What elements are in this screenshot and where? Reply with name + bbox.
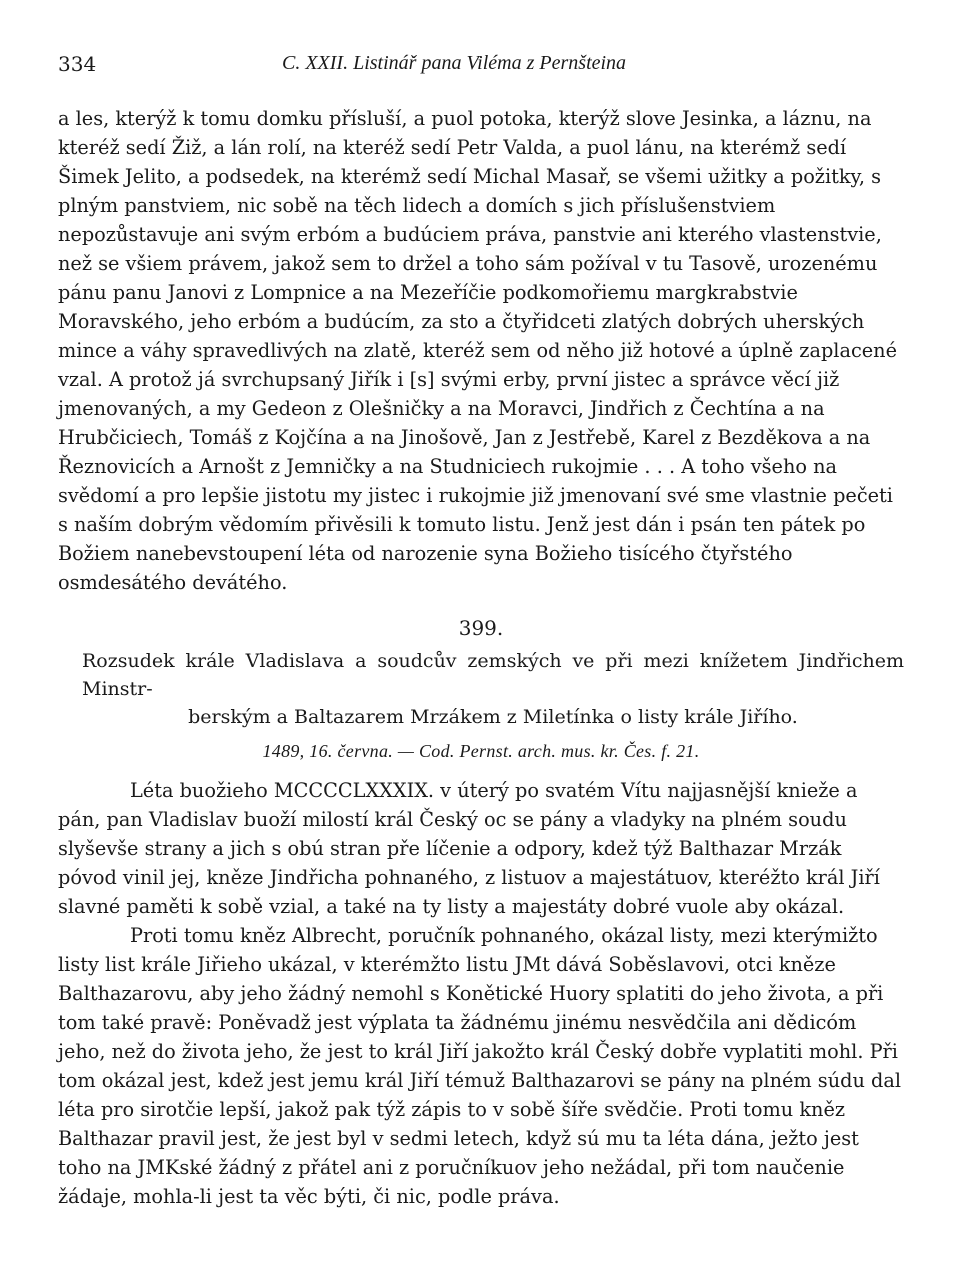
document-title-line-1: Rozsudek krále Vladislava a soudcův zemských ve při mezi knížetem Jindřichem Minstr- [82,650,904,700]
continued-paragraph: a les, kterýž k tomu domku přísluší, a puol potoka, kterýž slove Jesinka, a láznu, na kteréž sedí Žiž, a lán rolí, na kteréž sedí Petr Valda, a puol lánu, na kterémž sedí Šimek Jelito, a podsedek, na kterémž sedí Michal Masař, se všemi užitky a požitky, s plným panstviem, nic sobě na těch lidech a domích s jich příslušenstviem nepozůstavuje ani svým erbóm a budúciem práva, panstvie ani kterého vlastenstvie, než se všiem právem, jakož sem to držel a toho sám požíval v tu Tasově, urozenému pánu panu Janovi z Lompnice a na Mezeříčie podkomořiemu margkrabstvie Moravského, jeho erbóm a budúcím, za sto a čtyřidceti zlatých dobrých uherských mince a váhy spravedlivých na zlatě, kteréž sem od něho již hotové a úplně zaplacené vzal. A protož já svrchupsaný Jiřík i [s] svými erby, první jistec a správce věcí již jmenovaných, a my Gedeon z Olešničky a na Moravci, Jindřich z Čechtína a na Hrubčiciech, Tomáš z Kojčína a na Jinošově, Jan z Jestřebě, Karel z Bezděkova a na Řeznovicích a Arnošt z Jemničky a na Studniciech rukojmie . . . A toho všeho na svědomí a pro lepšie jistotu my jistec i rukojmie již jmenovaní své sme vlastnie pečeti s naším dobrým vědomím přivěsili k tomuto listu. Jenž jest dán i psán ten pátek po Božiem nanebevstoupení léta od narozenie syna Božieho tisícého čtyřstého osmdesátého devátého. [58,107,897,594]
document-paragraph-2: Proti tomu kněz Albrecht, poručník pohnaného, okázal listy, mezi kterýmižto listy list krále Jiřieho ukázal, v kterémžto listu JMt dává Soběslavovi, otci kněze Balthazarovu, aby jeho žádný nemohl s Konětické Huory splatiti do jeho života, a při tom také pravě: Poněvadž jest výplata ta žádnému jinému nesvědčila ani dědicóm jeho, než do života jeho, že jest to král Jiří jakožto král Český dobře vyplatiti mohl. Při tom okázal jest, kdež jest jemu král Jiří témuž Balthazarovi se pány na plném súdu dal léta pro sirotčie lepší, jakož pak týž zápis to v sobě šíře svědčie. Proti tomu kněz Balthazar pravil jest, že jest byl v sedmi letech, když sú mu ta léta dána, ježto jest toho na JMKské žádný z přátel ani z poručníkuov jeho nežádal, při tom naučenie žádaje, mohla-li jest ta věc býti, či nic, podle práva. [58,924,902,1208]
document-source: 1489, 16. června. — Cod. Pernst. arch. mus. kr. Čes. f. 21. [262,741,700,761]
document-number: 399. [458,616,504,640]
document-paragraph-1: Léta buožieho MCCCCLXXXIX. v úterý po svatém Vítu najjasnější knieže a pán, pan Vladislav buoží milostí král Český oc se pány a vladyky na plném soudu slyševše strany a jich s obú stran pře líčenie a odpory, kdež týž Balthazar Mrzák póvod vinil jej, kněze Jindřicha pohnaného, z listuov a majestátuov, kteréžto král Jiří slavné paměti k sobě vzial, a také na ty listy a majestáty dobré vuole aby okázal. [58,779,880,918]
page-header [58,52,904,84]
spacer [58,766,904,776]
running-head: C. XXII. Listinář pana Viléma z Pernšteina [282,52,627,74]
page-number: 334 [58,52,97,76]
document-title-line-2: berským a Baltazarem Mrzákem z Miletínka o listy krále Jiřího. [188,706,798,728]
page-body [58,104,904,1211]
document-title [82,647,904,731]
